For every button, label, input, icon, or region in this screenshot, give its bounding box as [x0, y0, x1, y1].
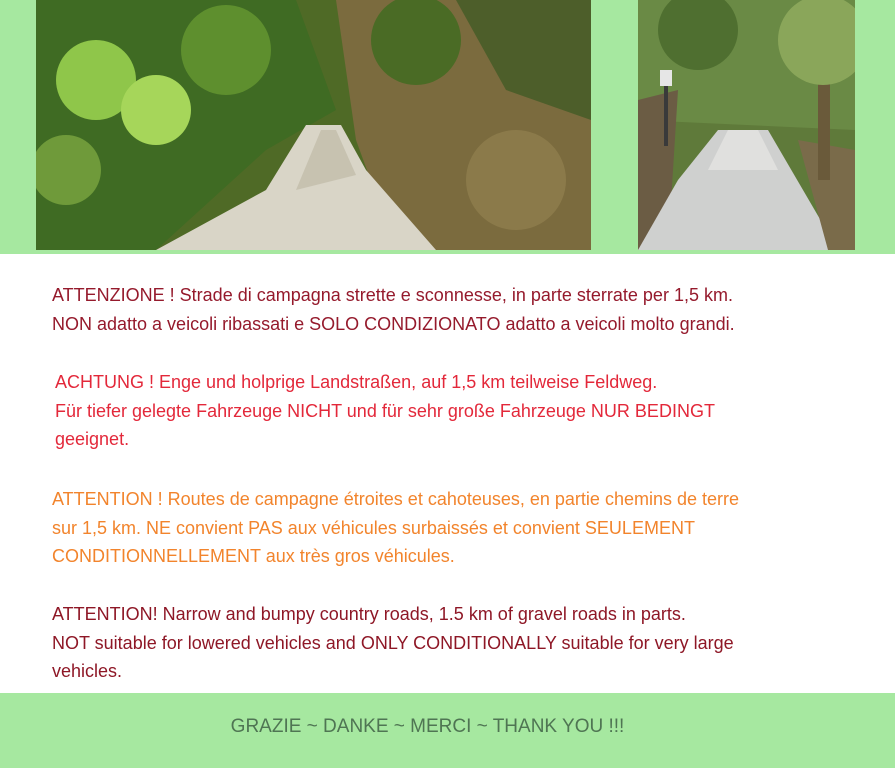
- notice-german-line: geeignet.: [55, 429, 130, 449]
- notice-french: [52, 485, 852, 571]
- notice-english-line: NOT suitable for lowered vehicles and ONLY CONDITIONALLY suitable for very large: [52, 632, 734, 653]
- road-photo-left: [36, 0, 591, 250]
- notice-english: [52, 600, 852, 686]
- notice-french-line: ATTENTION ! Routes de campagne étroites et cahoteuses, en partie chemins de terre: [52, 489, 739, 509]
- notice-french-line: sur 1,5 km. NE convient PAS aux véhicules surbaissés et convient SEULEMENT: [52, 517, 695, 538]
- notice-french-line: CONDITIONNELLEMENT aux très gros véhicules.: [52, 546, 455, 566]
- notice-german: [55, 368, 855, 454]
- notice-english-line: ATTENTION! Narrow and bumpy country roads, 1.5 km of gravel roads in parts.: [52, 604, 686, 624]
- notice-german-line: ACHTUNG ! Enge und holprige Landstraßen, auf 1,5 km teilweise Feldweg.: [55, 372, 658, 392]
- notice-german-line: Für tiefer gelegte Fahrzeuge NICHT und für sehr große Fahrzeuge NUR BEDINGT: [55, 400, 715, 421]
- notice-english-line: vehicles.: [52, 661, 123, 681]
- thank-you-message: GRAZIE ~ DANKE ~ MERCI ~ THANK YOU !!!: [230, 716, 625, 737]
- notice-italian-line: ATTENZIONE ! Strade di campagna strette e sconnesse, in parte sterrate per 1,5 km.: [52, 285, 733, 305]
- road-photo-right: [638, 0, 855, 250]
- notice-italian-line: NON adatto a veicoli ribassati e SOLO CONDIZIONATO adatto a veicoli molto grandi.: [52, 313, 735, 334]
- notice-italian: [52, 281, 852, 338]
